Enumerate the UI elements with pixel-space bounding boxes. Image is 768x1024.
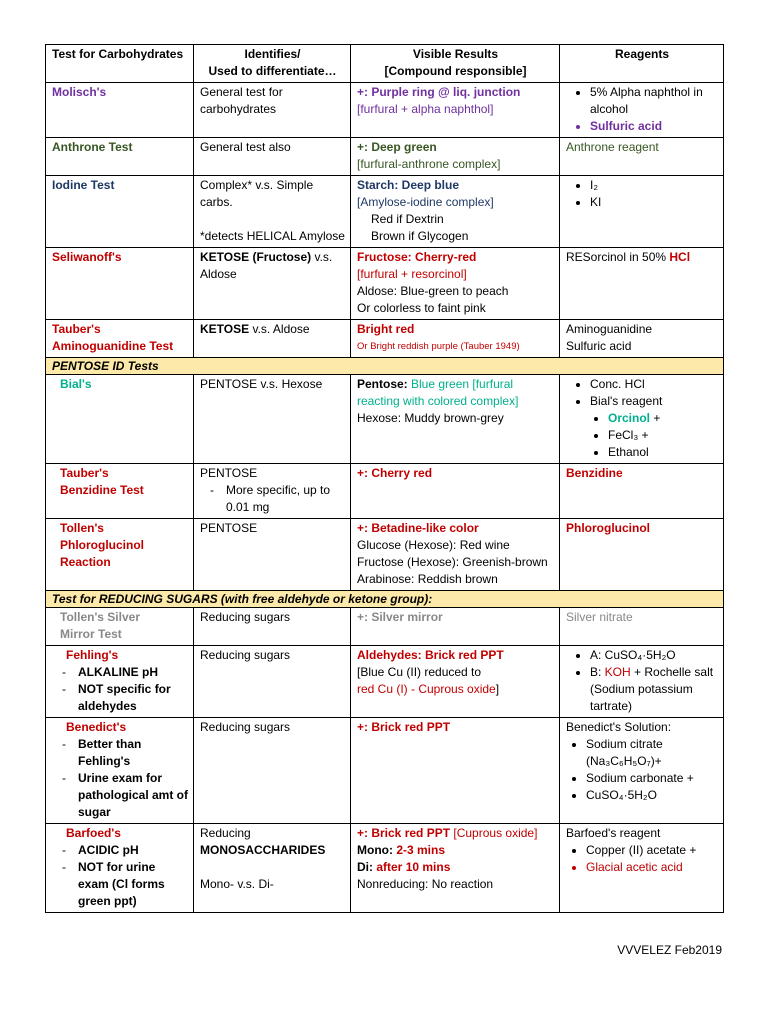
reagents-cell: Benedict's Solution: • Sodium citrate (Na₃C₆H₅O₇)+ • Sodium carbonate + • CuSO₄·5H₂O [560,718,724,824]
reagents-cell: • Conc. HCl • Bial's reagent • Orcinol + • FeCl₃ + • Ethanol [560,375,724,464]
reagents-cell: • I₂ • KI [560,176,724,248]
table-row [46,464,724,519]
identifies-cell: General test also [194,138,351,176]
test-name: Barfoed's - ACIDIC pH - NOT for urine exam (Cl forms green ppt) [46,824,194,913]
results-cell: +: Brick red PPT [Cuprous oxide] Mono: 2-3 mins Di: after 10 mins Nonreducing: No reaction [351,824,560,913]
results-cell: +: Cherry red [351,464,560,519]
table-row [46,608,724,646]
header-results: Visible Results [Compound responsible] [351,45,560,83]
test-name: Fehling's - ALKALINE pH - NOT specific for aldehydes [46,646,194,718]
results-cell: Aldehydes: Brick red PPT [Blue Cu (II) reduced to red Cu (I) - Cuprous oxide] [351,646,560,718]
reagents-cell: Anthrone reagent [560,138,724,176]
results-cell: +: Brick red PPT [351,718,560,824]
results-cell: Pentose: Blue green [furfural reacting with colored complex] Hexose: Muddy brown-grey [351,375,560,464]
results-cell: +: Silver mirror [351,608,560,646]
results-cell: Fructose: Cherry-red [furfural + resorcinol] Aldose: Blue-green to peach Or colorless to faint pink [351,248,560,320]
header-identifies: Identifies/ Used to differentiate… [194,45,351,83]
table-row [46,519,724,591]
test-name: Bial's [46,375,194,464]
table-row [46,83,724,138]
table-row [46,320,724,358]
header-reagents: Reagents [560,45,724,83]
reagents-cell: Phloroglucinol [560,519,724,591]
test-name: Seliwanoff's [46,248,194,320]
identifies-cell: Reducing sugars [194,608,351,646]
table-row [46,824,724,913]
reagents-cell: • A: CuSO₄·5H₂O • B: KOH + Rochelle salt (Sodium potassium tartrate) [560,646,724,718]
table-row [46,646,724,718]
section-header-pentose [46,358,724,375]
reagents-cell: Benzidine [560,464,724,519]
test-name: Tollen's Silver Mirror Test [46,608,194,646]
table-row [46,176,724,248]
identifies-cell: Complex* v.s. Simple carbs. *detects HELICAL Amylose [194,176,351,248]
test-name: Molisch's [46,83,194,138]
reagents-cell: RESorcinol in 50% HCl [560,248,724,320]
carbohydrate-tests-table [45,44,724,913]
test-name: Iodine Test [46,176,194,248]
section-header-reducing [46,591,724,608]
identifies-cell: KETOSE v.s. Aldose [194,320,351,358]
section-title: PENTOSE ID Tests [46,358,724,375]
section-title: Test for REDUCING SUGARS (with free aldehyde or ketone group): [46,591,724,608]
test-name: Anthrone Test [46,138,194,176]
identifies-cell: Reducing sugars [194,718,351,824]
test-name: Tollen's Phloroglucinol Reaction [46,519,194,591]
footer-credit: VVVELEZ Feb2019 [617,943,722,957]
table-row [46,375,724,464]
test-name: Tauber's Aminoguanidine Test [46,320,194,358]
header-test: Test for Carbohydrates [46,45,194,83]
identifies-cell: PENTOSE v.s. Hexose [194,375,351,464]
results-cell: +: Purple ring @ liq. junction [furfural + alpha naphthol] [351,83,560,138]
identifies-cell: General test for carbohydrates [194,83,351,138]
test-name: Benedict's - Better than Fehling's - Urine exam for pathological amt of sugar [46,718,194,824]
identifies-cell: PENTOSE - More specific, up to 0.01 mg [194,464,351,519]
identifies-cell: KETOSE (Fructose) v.s. Aldose [194,248,351,320]
header-row [46,45,724,83]
results-cell: Bright red Or Bright reddish purple (Tauber 1949) [351,320,560,358]
results-cell: +: Betadine-like color Glucose (Hexose): Red wine Fructose (Hexose): Greenish-brown Arabinose: Reddish brown [351,519,560,591]
reagents-cell: • 5% Alpha naphthol in alcohol • Sulfuric acid [560,83,724,138]
results-cell: +: Deep green [furfural-anthrone complex] [351,138,560,176]
identifies-cell: Reducing sugars [194,646,351,718]
identifies-cell: Reducing MONOSACCHARIDES Mono- v.s. Di- [194,824,351,913]
reagents-cell: Barfoed's reagent • Copper (II) acetate + • Glacial acetic acid [560,824,724,913]
identifies-cell: PENTOSE [194,519,351,591]
table-row [46,138,724,176]
test-name: Tauber's Benzidine Test [46,464,194,519]
results-cell: Starch: Deep blue [Amylose-iodine complex] Red if Dextrin Brown if Glycogen [351,176,560,248]
reagents-cell: Aminoguanidine Sulfuric acid [560,320,724,358]
table-row [46,718,724,824]
table-row [46,248,724,320]
reagents-cell: Silver nitrate [560,608,724,646]
